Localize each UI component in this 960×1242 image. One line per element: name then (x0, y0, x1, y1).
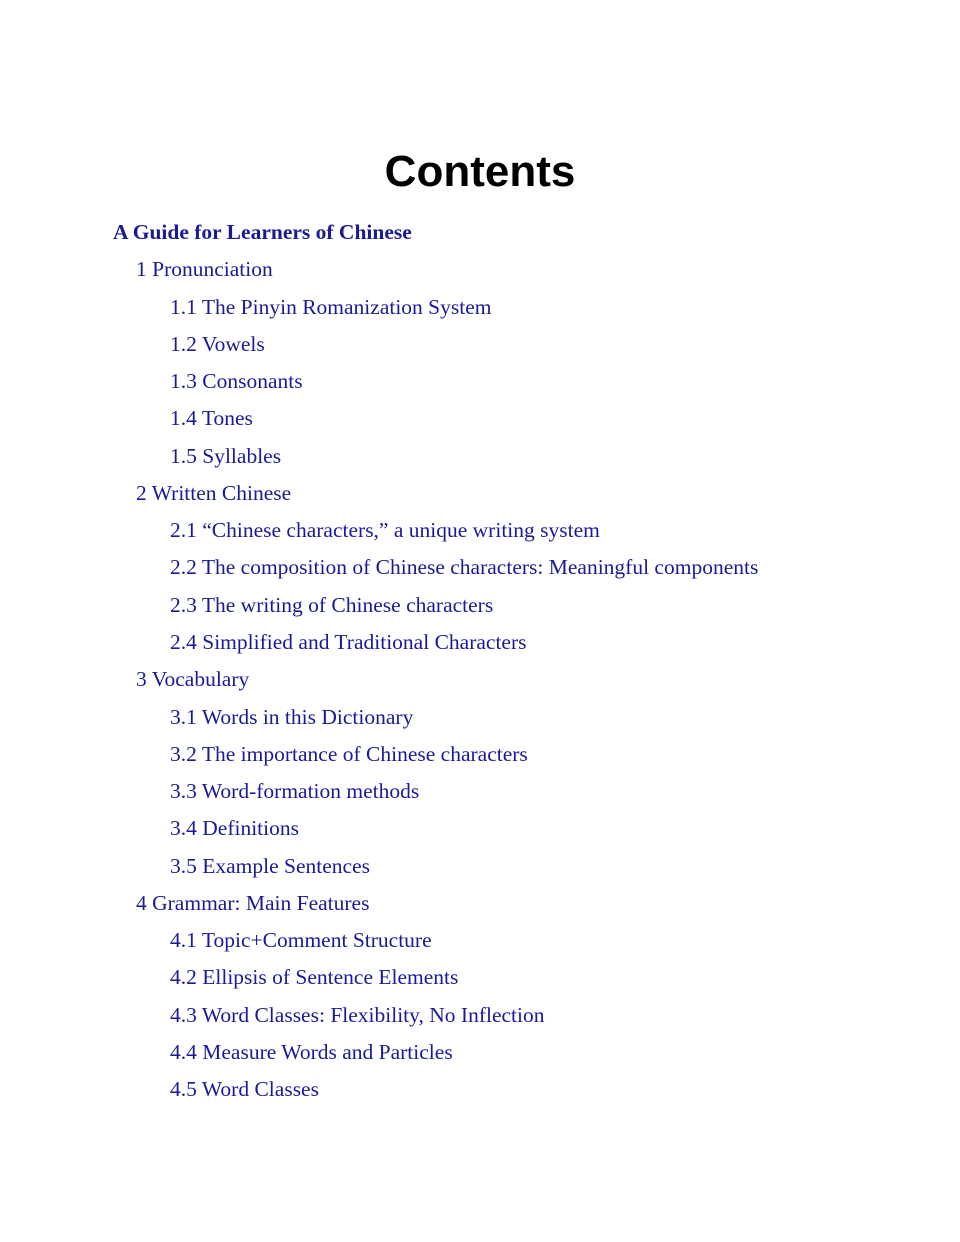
toc-section-link[interactable]: 3.5 Example Sentences (170, 853, 371, 878)
toc-part-link[interactable]: A Guide for Learners of Chinese (113, 220, 412, 244)
toc-chapter-link[interactable]: 2 Written Chinese (136, 480, 292, 505)
toc-section-link[interactable]: 1.3 Consonants (170, 369, 303, 394)
toc-section-link[interactable]: 3.3 Word-formation methods (170, 779, 420, 804)
toc-section-link[interactable]: 2.1 “Chinese characters,” a unique writing system (170, 518, 600, 543)
toc-section-link[interactable]: 4.4 Measure Words and Particles (170, 1039, 453, 1064)
toc-section-link[interactable]: 3.1 Words in this Dictionary (170, 704, 414, 729)
toc-chapter-link[interactable]: 3 Vocabulary (136, 667, 250, 692)
toc-section-link[interactable]: 2.2 The composition of Chinese characters: Meaningful components (170, 555, 759, 580)
toc-section-link[interactable]: 1.2 Vowels (170, 331, 265, 356)
toc-section-link[interactable]: 1.1 The Pinyin Romanization System (170, 294, 492, 319)
toc-section-link[interactable]: 3.4 Definitions (170, 816, 299, 841)
page-title: Contents (384, 147, 576, 196)
toc-section-link[interactable]: 2.3 The writing of Chinese characters (170, 592, 494, 617)
toc-section-link[interactable]: 2.4 Simplified and Traditional Characters (170, 629, 527, 654)
toc-section-link[interactable]: 1.4 Tones (170, 406, 253, 431)
toc-chapter-link[interactable]: 4 Grammar: Main Features (136, 890, 370, 915)
toc-section-link[interactable]: 4.1 Topic+Comment Structure (170, 928, 432, 953)
toc-section-link[interactable]: 4.2 Ellipsis of Sentence Elements (170, 965, 459, 990)
toc-section-link[interactable]: 4.3 Word Classes: Flexibility, No Inflection (170, 1002, 545, 1027)
toc-section-link[interactable]: 4.5 Word Classes (170, 1077, 319, 1102)
toc-section-link[interactable]: 1.5 Syllables (170, 443, 282, 468)
toc-section-link[interactable]: 3.2 The importance of Chinese characters (170, 741, 528, 766)
toc-chapter-link[interactable]: 1 Pronunciation (136, 257, 273, 282)
